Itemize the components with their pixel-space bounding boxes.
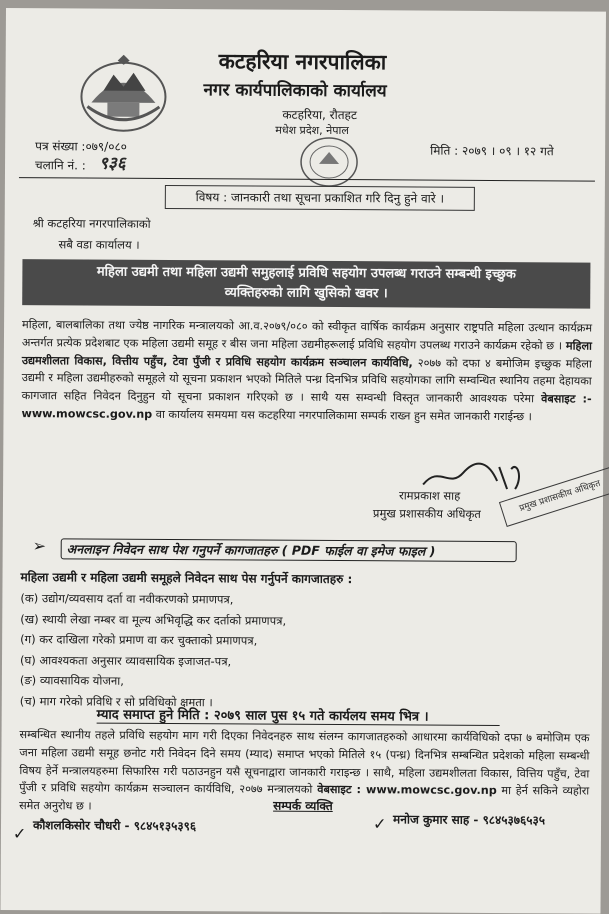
deadline-notice: म्याद समाप्त हुने मिति : २०७९ साल पुस १५ गते कार्यलय समय भित्र । <box>96 707 429 725</box>
body-text-bold: महिला उद्यमशीलता विकास, वित्तीय पहुँच, टेवा पुँजी र प्रविधि सहयोग कार्यक्रम सञ्चालन कार्यविधि, <box>21 339 593 370</box>
dispatch-number-handwritten: ९३६ <box>98 153 126 174</box>
office-name: नगर कार्यपालिकाको कार्यालय <box>203 80 387 102</box>
documents-list <box>20 588 287 713</box>
body-text-2: २०७७ को दफा ४ बमोजिम इच्छुक महिला उद्यमी र महिला उद्यमीहरुको समूहले यो सूचना प्रकाशन भएको मितिले पन्ध्र दिनभित्र प्रविधि सहयोगका लागि सम्वन्धित स्थानिय तहमा देहायका कागजात सहित निवेदन दिनुहुन यो सूचना प्रकाशन गरिएको छ । साथै यस सम्वन्धी विस्तृत जानकारी आवश्यक परेमा <box>21 356 592 406</box>
headline-line-1: महिला उद्यमी तथा महिला उद्यमी समुहलाई प्रविधि सहयोग उपलब्ध गराउने सम्बन्धी इच्छुक <box>96 264 516 283</box>
address-line-2: मधेश प्रदेश, नेपाल <box>275 123 349 138</box>
recipient-block <box>32 213 150 256</box>
check-mark-icon: ✓ <box>12 824 27 844</box>
body-paragraph <box>21 316 592 426</box>
list-item: (ङ) व्यावसायिक योजना, <box>19 673 124 689</box>
list-item: (क) उद्योग/व्यवसाय दर्ता वा नवीकरणको प्रमाणपत्र, <box>20 591 234 607</box>
list-item: (ख) स्थायी लेखा नम्बर वा मूल्य अभिवृद्धि कर दर्ताको प्रमाणपत्र, <box>20 611 287 628</box>
contact-person-1: कौशलकिसोर चौधरी - ९८४५१३५३९६ <box>32 818 197 834</box>
check-mark-icon: ✓ <box>372 814 387 834</box>
signatory-title: प्रमुख प्रशासकीय अधिकृत <box>372 506 481 521</box>
list-item: (च) माग गरेको प्रविधि र सो प्रविधिको क्षमता । <box>19 694 213 710</box>
headline-line-2: व्यक्तिहरुको लागि खुसिको खवर । <box>224 285 388 302</box>
arrow-bullet-icon: ➢ <box>32 536 47 556</box>
letter-page <box>0 8 605 914</box>
signatory-name: रामप्रकाश साह <box>398 488 461 503</box>
letter-number: पत्र संख्या :०७९/०८० <box>35 139 127 154</box>
deadline-underline <box>97 723 500 726</box>
closing-text: सम्बन्धित स्थानीय तहले प्रविधि सहयोग माग गरी दिएका निवेदनहरु साथ संलग्न कागजातहरुको आधारमा कार्यविधिको दफा ७ बमोजिम एक जना महिला उद्यमी समूह छनोट गरी निवेदन दिने समय (म्याद) समाप्त भएको मितिले १५ (पन्ध्र) दिनभित्र सम्बन्धित प्रदेशको महिला सम्बन्धी विषय हेर्ने मन्त्रालयहरुमा सिफारिस गरी पठाउनहुन यसै सूचनाद्वारा जानकारी गराइन्छ । साथै, महिला उद्यमशीलता विकास, वित्तिय पहुँच, टेवा पुँजी र प्रविधि सहयोग कार्यक्रम सञ्चालन कार्यविधि, २०७७ मन्त्रालयको <box>19 728 590 797</box>
letter-date: मिति : २०७९ । ०९ । १२ गते <box>430 143 554 159</box>
office-round-stamp <box>297 134 361 190</box>
online-documents-heading: अनलाइन निवेदन साथ पेश गनुपर्ने कागजातहरु ( PDF फाईल वा इमेज फाइल ) <box>66 541 436 559</box>
contact-heading: सम्पर्क व्यक्ति <box>273 798 333 814</box>
closing-website: वेबसाइट : www.mowcsc.gov.np <box>312 783 497 798</box>
recipient-line-2: सबै वडा कार्यालय । <box>58 237 140 252</box>
list-item: (घ) आवश्यकता अनुसार व्यावसायिक इजाजत-पत्र, <box>19 652 232 669</box>
body-website: वेबसाइट :- www.mowcsc.gov.np <box>21 392 592 421</box>
closing-tail: मा हेर्न सकिने व्यहोरा समेत अनुरोध छ । <box>19 784 590 813</box>
address-line-1: कटहरिया, रौतहट <box>282 107 358 123</box>
nepal-emblem-logo <box>77 54 169 135</box>
documents-intro: महिला उद्यमी र महिला उद्यमी समूहले निवेदन साथ पेस गर्नुपर्ने कागजातहरु : <box>20 570 353 587</box>
body-text-1: महिला, बालबालिका तथा ज्येष्ठ नागरिक मन्त्रालयको आ.व.२०७९/०८० को स्वीकृत वार्षिक कार्यक्रम अनुसार राष्ट्रपति महिला उत्थान कार्यक्रम अन्तर्गत प्रत्येक प्रदेशबाट एक महिला उद्यमी समूह र बीस जना महिला उद्यमीहरूलाई प्रविधि सहयोग उपलब्ध गराउने कार्यक्रम रहेको छ । <box>21 318 593 353</box>
subject-line: विषय : जानकारी तथा सूचना प्रकाशित गरि दिनु हुने वारे । <box>165 185 475 211</box>
list-item: (ग) कर दाखिला गरेको प्रमाण वा कर चुक्ताको प्रमाणपत्र, <box>20 632 258 648</box>
designation-stamp: प्रमुख प्रशासकीय अधिकृत <box>499 466 609 527</box>
organization-name: कटहरिया नगरपालिका <box>218 49 387 75</box>
contact-person-2: मनोज कुमार साह - ९८४५३७६५३५ <box>393 812 546 828</box>
body-text-3: वा कार्यालय समयमा यस कटहरिया नगरपालिकामा सम्पर्क राख्न हुन समेत जानकारी गराईन्छ । <box>152 407 532 424</box>
recipient-line-1: श्री कटहरिया नगरपालिकाको <box>32 216 151 231</box>
headline-banner <box>22 259 590 308</box>
dispatch-number-label: चलानि नं. : <box>34 158 86 173</box>
